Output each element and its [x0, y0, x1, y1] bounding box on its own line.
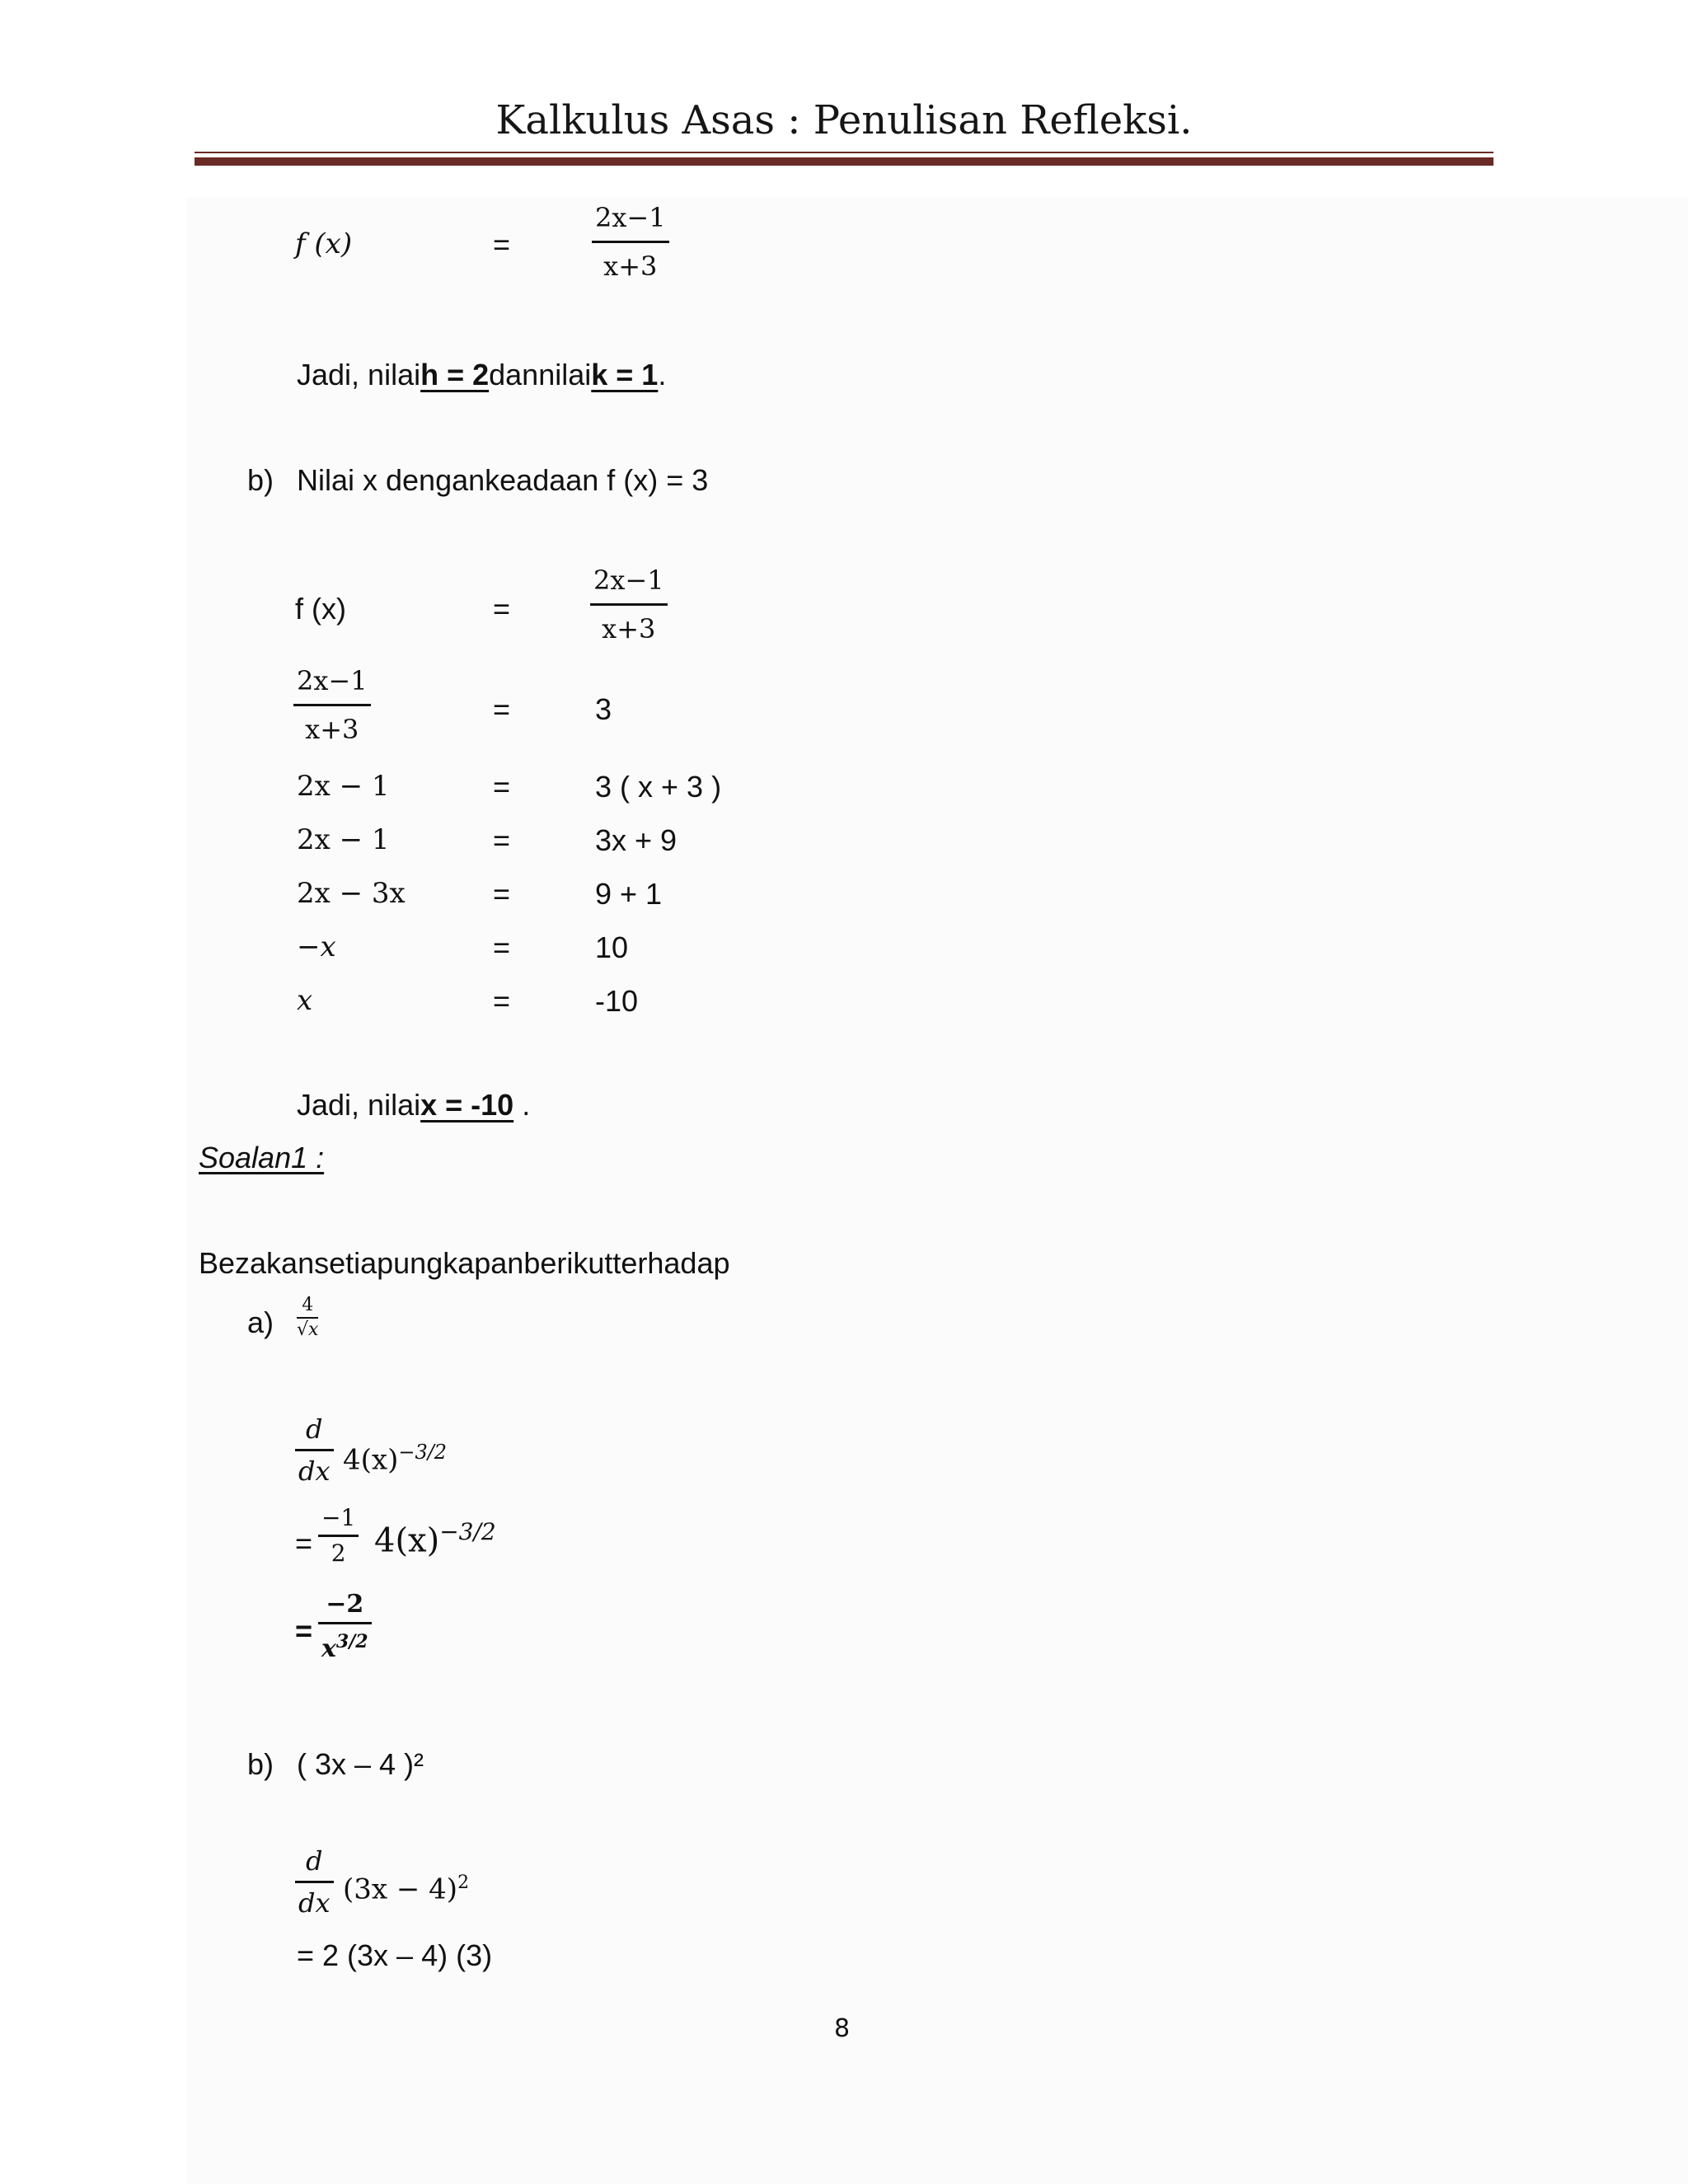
row-lhs: 2x − 1	[297, 823, 390, 856]
conclusion-end: .	[658, 358, 667, 391]
denominator-base: x	[321, 1634, 336, 1663]
step2-exponent: −3/2	[439, 1518, 496, 1545]
row-rhs: 9 + 1	[595, 877, 663, 911]
part-b2-label: b)	[247, 1747, 274, 1781]
fraction-numerator: 4	[302, 1295, 314, 1315]
fraction-bar	[318, 1535, 359, 1537]
fraction-bar	[592, 241, 669, 243]
dx-denominator: dx	[298, 1887, 331, 1919]
equals-sign: =	[493, 877, 511, 911]
fx-fraction	[592, 201, 669, 283]
equals-sign: =	[493, 770, 511, 804]
fraction-bar	[295, 1881, 334, 1883]
expr-fraction	[297, 1296, 318, 1340]
equals-sign: =	[493, 984, 511, 1018]
row-rhs: 3 ( x + 3 )	[595, 770, 722, 804]
conclusion-mid: dannilai	[489, 358, 592, 391]
step3-result	[318, 1591, 372, 1663]
header-rule-thick	[195, 157, 1493, 166]
step2-body: 4(x)	[374, 1521, 440, 1560]
conclusion-x	[297, 1088, 530, 1122]
question-instruction: Bezakansetiapungkapanberikutterhadap	[199, 1246, 730, 1280]
step1-expression	[343, 1441, 447, 1476]
fraction-bar	[590, 603, 668, 606]
row-rhs: -10	[595, 984, 639, 1018]
fraction-bar	[293, 704, 371, 706]
fraction-denominator: x+3	[305, 714, 359, 745]
fraction-bar	[318, 1622, 372, 1624]
question-title: Soalan1 :	[199, 1141, 325, 1174]
page-header-title: Kalkulus Asas : Penulisan Refleksi.	[495, 97, 1193, 143]
page-number: 8	[834, 2014, 851, 2043]
fraction-numerator: 2x−1	[593, 565, 664, 596]
header-rule-thin	[195, 152, 1493, 153]
step1-body: 4(x)	[343, 1443, 399, 1477]
x-value: x = -10	[420, 1088, 514, 1122]
fraction-numerator: −2	[326, 1590, 364, 1619]
d-numerator: d	[306, 1413, 323, 1445]
fraction-numerator: −1	[321, 1504, 356, 1531]
row-rhs-fraction	[590, 564, 668, 645]
h-value: h = 2	[420, 358, 490, 391]
step2-expression	[374, 1518, 496, 1559]
fraction-denominator	[318, 1628, 372, 1663]
fraction-bar	[295, 1449, 334, 1451]
conclusion-h-k	[297, 358, 666, 392]
row-lhs: x	[297, 984, 313, 1017]
conclusion-prefix: Jadi, nilai	[297, 1088, 421, 1122]
denominator-exponent: 3/2	[335, 1631, 368, 1652]
fraction-bar	[297, 1317, 318, 1319]
fx-label: f (x)	[295, 227, 353, 260]
equals-sign: =	[493, 227, 511, 261]
fraction-denominator: 2	[331, 1540, 346, 1567]
b-step1-expression	[343, 1872, 469, 1905]
row-lhs: −x	[297, 930, 336, 963]
part-a-label: a)	[247, 1305, 274, 1339]
part-b-heading: Nilai x dengankeadaan f (x) = 3	[297, 463, 709, 497]
b-step2: = 2 (3x – 4) (3)	[297, 1938, 493, 1972]
fraction-denominator: x+3	[603, 251, 658, 282]
equals-sign: =	[295, 1614, 313, 1647]
conclusion-end: .	[513, 1088, 531, 1122]
row-rhs: 3	[595, 692, 612, 726]
row-lhs: 2x − 3x	[297, 877, 406, 910]
step2-coefficient	[318, 1505, 359, 1567]
conclusion-prefix: Jadi, nilai	[297, 358, 421, 391]
equals-sign: =	[493, 592, 511, 626]
equals-sign: =	[493, 823, 511, 857]
row-lhs-fraction	[293, 664, 371, 746]
row-rhs: 10	[595, 930, 629, 964]
row-lhs: f (x)	[295, 592, 346, 626]
dx-denominator: dx	[298, 1455, 331, 1487]
fraction-numerator: 2x−1	[297, 665, 368, 696]
part-b-label: b)	[247, 463, 274, 497]
k-value: k = 1	[591, 358, 659, 391]
fraction-numerator: 2x−1	[595, 202, 666, 233]
derivative-operator	[295, 1413, 334, 1488]
fraction-denominator: x+3	[602, 613, 656, 644]
part-b2-expression: ( 3x – 4 )²	[297, 1747, 424, 1781]
b-step1-exponent: 2	[457, 1872, 470, 1893]
derivative-operator	[295, 1844, 334, 1919]
d-numerator: d	[306, 1845, 323, 1877]
fraction-denominator: √x	[297, 1319, 319, 1340]
equals-sign: =	[295, 1526, 313, 1560]
row-rhs: 3x + 9	[595, 823, 678, 857]
step1-exponent: −3/2	[398, 1441, 448, 1464]
b-step1-body: (3x − 4)	[343, 1872, 458, 1906]
equals-sign: =	[493, 930, 511, 964]
row-lhs: 2x − 1	[297, 770, 390, 803]
equals-sign: =	[493, 692, 511, 726]
